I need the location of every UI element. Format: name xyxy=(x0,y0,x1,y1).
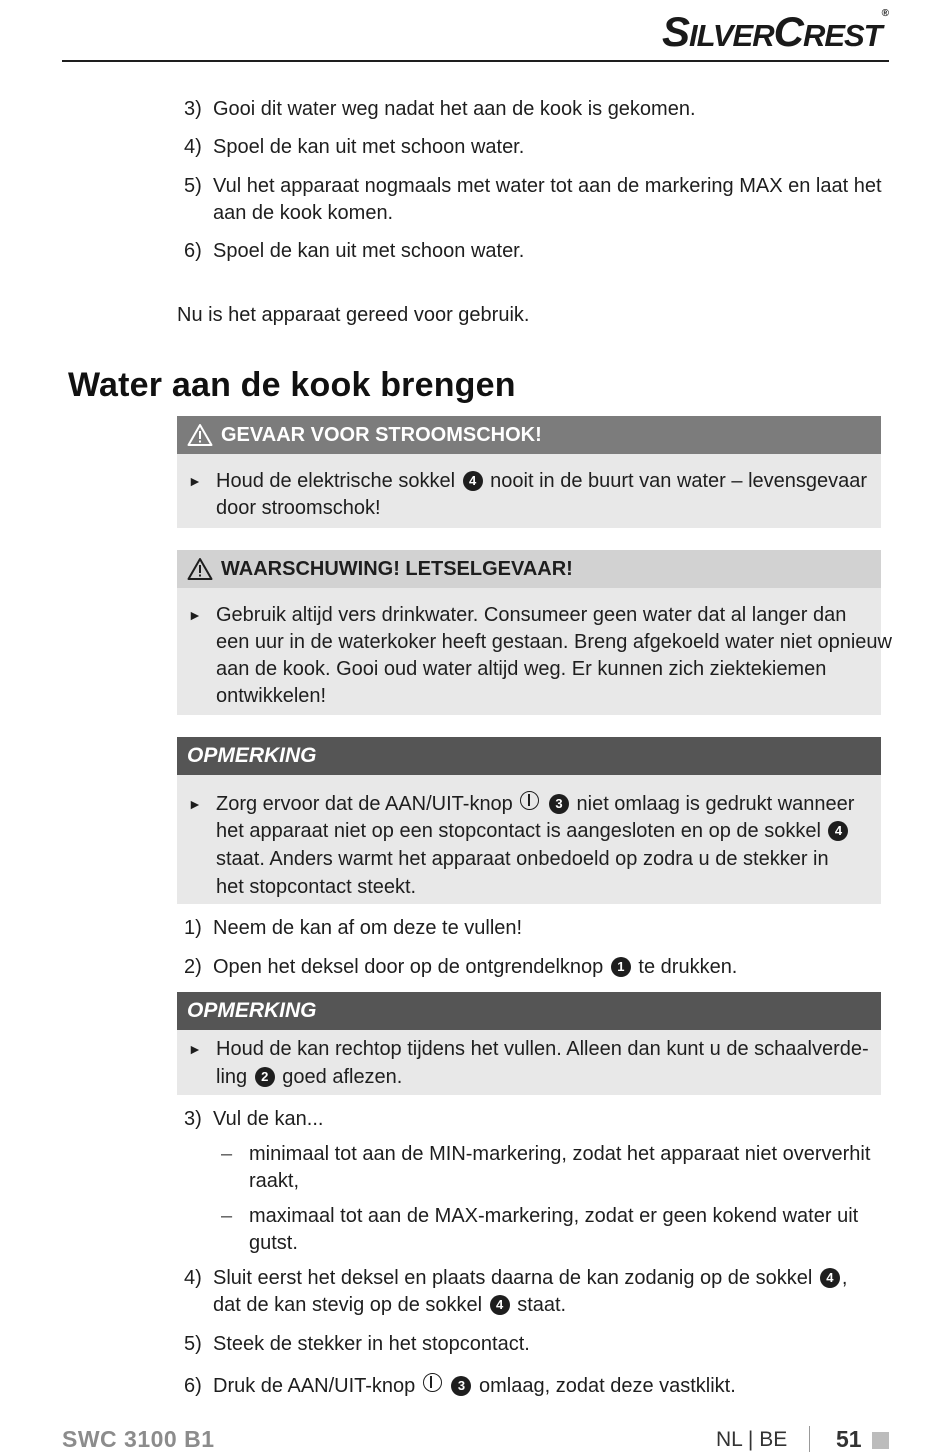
step-text: Spoel de kan uit met schoon water. xyxy=(213,136,525,158)
sub-item-dash: – xyxy=(221,1143,233,1165)
footer-square-icon xyxy=(872,1432,889,1449)
power-symbol-icon xyxy=(520,791,539,810)
warning-triangle-icon xyxy=(187,557,213,581)
note1-line-3: staat. Anders warmt het apparaat onbedoeld op zodra u de stekker in xyxy=(216,848,829,870)
footer-divider xyxy=(809,1426,810,1452)
danger-line-2: door stroomschok! xyxy=(216,497,381,519)
part-number-badge: 3 xyxy=(451,1376,471,1396)
note-box-1 xyxy=(177,737,881,904)
step-text: Steek de stekker in het stopcontact. xyxy=(213,1333,530,1355)
warning-line: aan de kook. Gooi oud water altijd weg. Er kunnen zich ziektekiemen xyxy=(216,658,827,680)
warning-line: Gebruik altijd vers drinkwater. Consumeer geen water dat al langer dan xyxy=(216,604,847,626)
logo-c: C xyxy=(773,8,803,55)
note-box-header: OPMERKING xyxy=(177,737,881,775)
step-number: 3) xyxy=(184,98,202,120)
sub-item-text: maximaal tot aan de MAX-markering, zodat er geen kokend water uit xyxy=(249,1205,859,1227)
text-fragment: Open het deksel door op de ontgrendelknop xyxy=(213,956,604,978)
warning-title: WAARSCHUWING! LETSELGEVAAR! xyxy=(221,557,573,580)
step-number: 2) xyxy=(184,956,202,978)
arrow-bullet-icon: ► xyxy=(188,473,202,489)
note-box-header: OPMERKING xyxy=(177,992,881,1030)
sub-item-text: minimaal tot aan de MIN-markering, zodat het apparaat niet oververhit xyxy=(249,1143,871,1165)
part-number-badge: 4 xyxy=(463,471,483,491)
note2-line-1: Houd de kan rechtop tijdens het vullen. Alleen dan kunt u de schaalverde- xyxy=(216,1038,869,1060)
step-text: Neem de kan af om deze te vullen! xyxy=(213,917,523,939)
note1-line-2 xyxy=(216,818,850,845)
part-number-badge: 4 xyxy=(828,821,848,841)
step-number: 5) xyxy=(184,1333,202,1355)
sub-item-text: raakt, xyxy=(249,1170,300,1192)
arrow-bullet-icon: ► xyxy=(188,607,202,623)
danger-box xyxy=(177,416,881,528)
power-symbol-icon xyxy=(423,1373,442,1392)
note-box-2 xyxy=(177,992,881,1095)
text-fragment: Houd de elektrische sokkel xyxy=(216,470,456,492)
danger-line-1 xyxy=(216,468,867,495)
text-fragment: , xyxy=(841,1267,848,1289)
ready-text: Nu is het apparaat gereed voor gebruik. xyxy=(177,304,530,326)
section-title: Water aan de kook brengen xyxy=(68,366,516,404)
step-text: Spoel de kan uit met schoon water. xyxy=(213,240,525,262)
footer-model: SWC 3100 B1 xyxy=(62,1426,215,1452)
text-fragment: dat de kan stevig op de sokkel xyxy=(213,1294,483,1316)
text-fragment: nooit in de buurt van water – levensgevaar xyxy=(490,470,868,492)
step-text xyxy=(213,954,737,981)
warning-line: een uur in de waterkoker heeft gestaan. Breng afgekoeld water niet opnieuw xyxy=(216,631,892,653)
note2-line-2 xyxy=(216,1064,402,1091)
danger-box-header xyxy=(177,416,881,454)
text-fragment: Sluit eerst het deksel en plaats daarna de kan zodanig op de sokkel xyxy=(213,1267,813,1289)
text-fragment: Zorg ervoor dat de AAN/UIT-knop xyxy=(216,793,513,815)
part-number-badge: 4 xyxy=(820,1268,840,1288)
warning-line: ontwikkelen! xyxy=(216,685,327,707)
arrow-bullet-icon: ► xyxy=(188,1041,202,1057)
header-rule xyxy=(62,60,889,62)
logo-ilver: ILVER xyxy=(689,18,774,53)
text-fragment: staat. xyxy=(517,1294,567,1316)
text-fragment: Druk de AAN/UIT-knop xyxy=(213,1375,416,1397)
brand-logo xyxy=(662,8,888,56)
note1-line-1 xyxy=(216,791,854,818)
step-number: 1) xyxy=(184,917,202,939)
part-number-badge: 4 xyxy=(490,1295,510,1315)
sub-item-text: gutst. xyxy=(249,1232,298,1254)
step-text: Vul het apparaat nogmaals met water tot aan de markering MAX en laat het xyxy=(213,175,882,197)
footer-language: NL | BE xyxy=(716,1428,788,1451)
danger-title: GEVAAR VOOR STROOMSCHOK! xyxy=(221,423,542,446)
step-number: 3) xyxy=(184,1108,202,1130)
step-text: Vul de kan... xyxy=(213,1108,324,1130)
step-text xyxy=(213,1373,736,1400)
page-number: 51 xyxy=(836,1426,862,1452)
text-fragment: ling xyxy=(216,1066,248,1088)
step-number: 6) xyxy=(184,1375,202,1397)
step-number: 5) xyxy=(184,175,202,197)
warning-box xyxy=(177,550,892,715)
step-number: 4) xyxy=(184,136,202,158)
text-fragment: goed aflezen. xyxy=(282,1066,403,1088)
step-number: 6) xyxy=(184,240,202,262)
step-text: aan de kook komen. xyxy=(213,202,394,224)
text-fragment: omlaag, zodat deze vastklikt. xyxy=(479,1375,736,1397)
logo-s: S xyxy=(661,8,689,55)
step-text xyxy=(213,1265,847,1292)
part-number-badge: 1 xyxy=(611,957,631,977)
text-fragment: niet omlaag is gedrukt wanneer xyxy=(576,793,855,815)
step-text xyxy=(213,1292,566,1319)
logo-registered: ® xyxy=(881,8,888,19)
sub-item-dash: – xyxy=(221,1205,233,1227)
step-number: 4) xyxy=(184,1267,202,1289)
step-text: Gooi dit water weg nadat het aan de kook is gekomen. xyxy=(213,98,696,120)
part-number-badge: 2 xyxy=(255,1067,275,1087)
warning-box-header xyxy=(177,550,881,588)
warning-triangle-icon xyxy=(187,423,213,447)
note1-line-4: het stopcontact steekt. xyxy=(216,876,417,898)
arrow-bullet-icon: ► xyxy=(188,796,202,812)
text-fragment: het apparaat niet op een stopcontact is aangesloten en op de sokkel xyxy=(216,820,821,842)
logo-rest: REST xyxy=(802,18,882,53)
text-fragment: te drukken. xyxy=(638,956,738,978)
part-number-badge: 3 xyxy=(549,794,569,814)
